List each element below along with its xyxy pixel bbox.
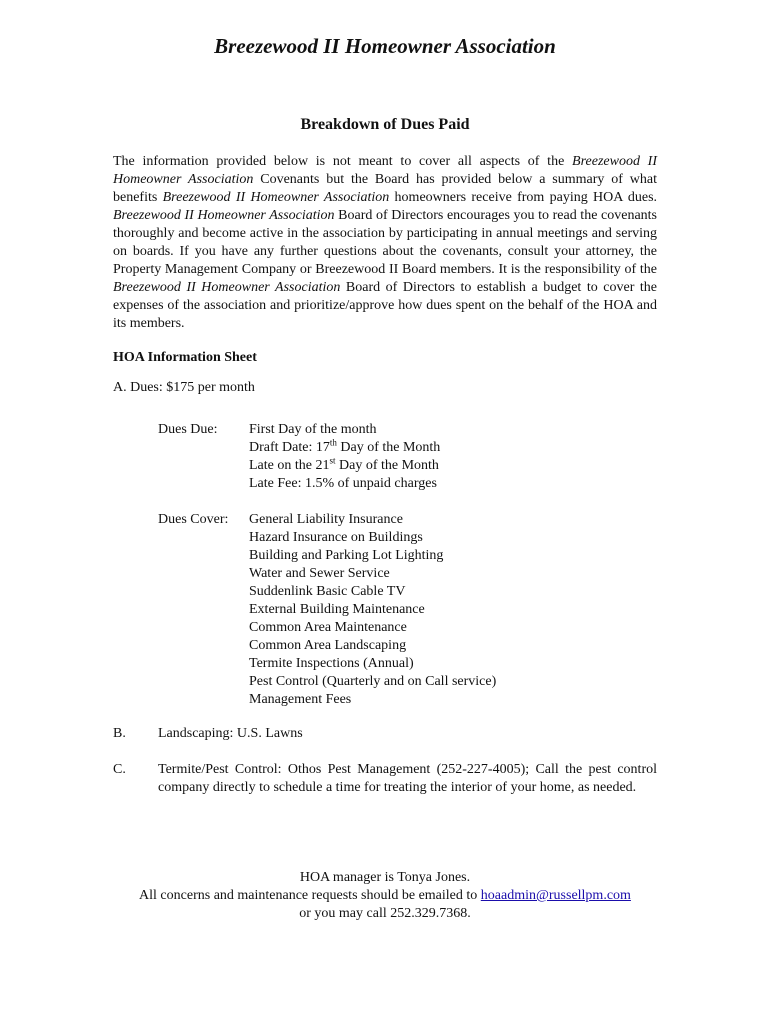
association-name: Breezewood II Homeowner Association	[113, 154, 658, 187]
dues-cover-label: Dues Cover:	[158, 512, 229, 527]
dues-due-label: Dues Due:	[158, 422, 218, 437]
dues-cover-item: Management Fees	[249, 692, 352, 707]
intro-text: Board of Directors to establish a budget to cover the expenses of the association and prioritize/approve how dues spent on the behalf of the HOA and its members.	[113, 280, 658, 331]
dues-cover-item: External Building Maintenance	[249, 602, 425, 617]
dues-due-first-day: First Day of the month	[249, 422, 377, 437]
dues-cover-item: Suddenlink Basic Cable TV	[249, 584, 406, 599]
association-name: Breezewood II Homeowner Association	[113, 208, 335, 223]
dues-due-late-date: Late on the 21st Day of the Month	[249, 455, 439, 473]
manager-line: HOA manager is Tonya Jones.	[299, 870, 471, 885]
dues-cover-item: Building and Parking Lot Lighting	[249, 548, 444, 563]
dues-cover-item: General Liability Insurance	[249, 512, 403, 527]
phone-line: or you may call 252.329.7368.	[299, 906, 471, 921]
dues-cover-item: Common Area Landscaping	[249, 638, 407, 653]
dues-due-draft-date: Draft Date: 17th Day of the Month	[249, 437, 441, 455]
dues-due-list	[249, 421, 440, 493]
email-link[interactable]: hoaadmin@russellpm.com	[480, 888, 631, 903]
document-subtitle: Breakdown of Dues Paid	[300, 116, 470, 133]
document-title: Breezewood II Homeowner Association	[214, 34, 556, 58]
dues-due-late-fee: Late Fee: 1.5% of unpaid charges	[249, 476, 437, 491]
intro-text: homeowners receive from paying HOA dues.	[389, 190, 658, 205]
info-sheet-heading: HOA Information Sheet	[113, 350, 257, 365]
contact-footer	[0, 869, 770, 923]
intro-text: Board of Directors encourages you to read the covenants thoroughly and become active in the association by participating in annual meetings and serving on boards. If you have any further questions about the covenants, consult your attorney, the Property Management Company or Breezewood II Board members. It is the responsibility of the	[113, 208, 657, 277]
pest-control-text: Termite/Pest Control: Othos Pest Management (252-227-4005); Call the pest control company directly to schedule a time for treating the interior of your home, as needed.	[158, 762, 657, 795]
concerns-line: All concerns and maintenance requests should be emailed to hoaadmin@russellpm.com	[139, 888, 631, 903]
dues-amount: A. Dues: $175 per month	[113, 380, 255, 395]
landscaping-text: Landscaping: U.S. Lawns	[158, 726, 303, 741]
intro-text: Covenants but the Board has provided below a summary of what benefits	[113, 172, 657, 205]
item-marker: B.	[113, 726, 126, 741]
dues-cover-item: Hazard Insurance on Buildings	[249, 530, 423, 545]
dues-cover-item: Common Area Maintenance	[249, 620, 407, 635]
dues-cover-item: Water and Sewer Service	[249, 566, 390, 581]
association-name: Breezewood II Homeowner Association	[113, 280, 341, 295]
intro-text: The information provided below is not meant to cover all aspects of the	[113, 154, 573, 169]
item-marker: C.	[113, 762, 126, 777]
dues-cover-list	[249, 511, 496, 709]
association-name: Breezewood II Homeowner Association	[162, 190, 390, 205]
intro-paragraph	[113, 153, 657, 333]
dues-cover-item: Termite Inspections (Annual)	[249, 656, 414, 671]
dues-cover-item: Pest Control (Quarterly and on Call service)	[249, 674, 497, 689]
